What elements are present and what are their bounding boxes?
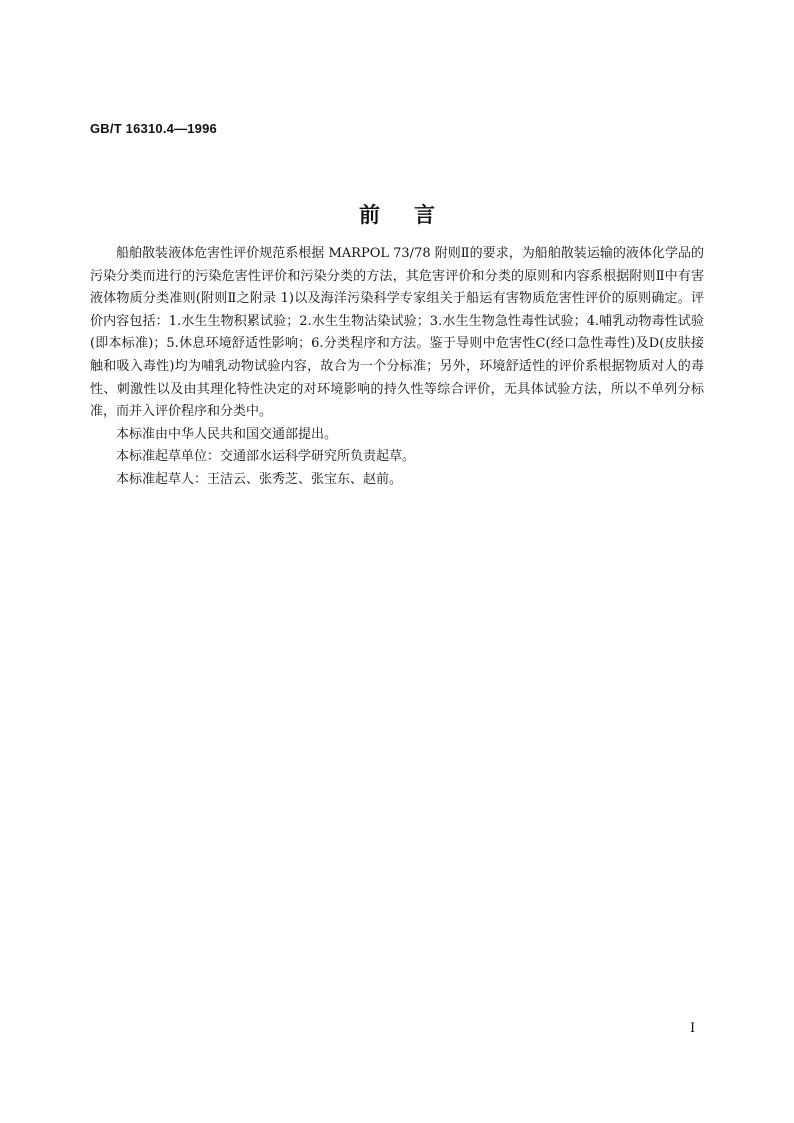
page-title: 前言 [359, 203, 469, 227]
document-body [90, 243, 704, 492]
paragraph-scope: 船舶散装液体危害性评价规范系根据 MARPOL 73/78 附则Ⅱ的要求，为船舶散装运输的液体化学品的污染分类而进行的污染危害性评价和污染分类的方法，其危害评价和分类的原则和内容系根据附则Ⅱ中有害液体物质分类准则(附则Ⅱ之附录 1)以及海洋污染科学专家组关于船运有害物质危害性评价的原则确定。评价内容包括：1.水生生物积累试验；2.水生生物沾染试验；3.水生生物急性毒性试验；4.哺乳动物毒性试验(即本标准)；5.休息环境舒适性影响；6.分类程序和方法。鉴于导则中危害性C(经口急性毒性)及D(皮肤接触和吸入毒性)均为哺乳动物试验内容，故合为一个分标准；另外，环境舒适性的评价系根据物质对人的毒性、刺激性以及由其理化特性决定的对环境影响的持久性等综合评价，无具体试验方法，所以不单列分标准，而并入评价程序和分类中。 [90, 246, 704, 420]
paragraph-proposer: 本标准由中华人民共和国交通部提出。 [116, 426, 338, 442]
paragraph-drafters: 本标准起草人：王洁云、张秀芝、张宝东、赵前。 [116, 471, 403, 487]
page-number: I [690, 1021, 696, 1036]
standard-code: GB/T 16310.4—1996 [90, 121, 217, 136]
paragraph-drafting-unit: 本标准起草单位：交通部水运科学研究所负责起草。 [116, 449, 416, 465]
